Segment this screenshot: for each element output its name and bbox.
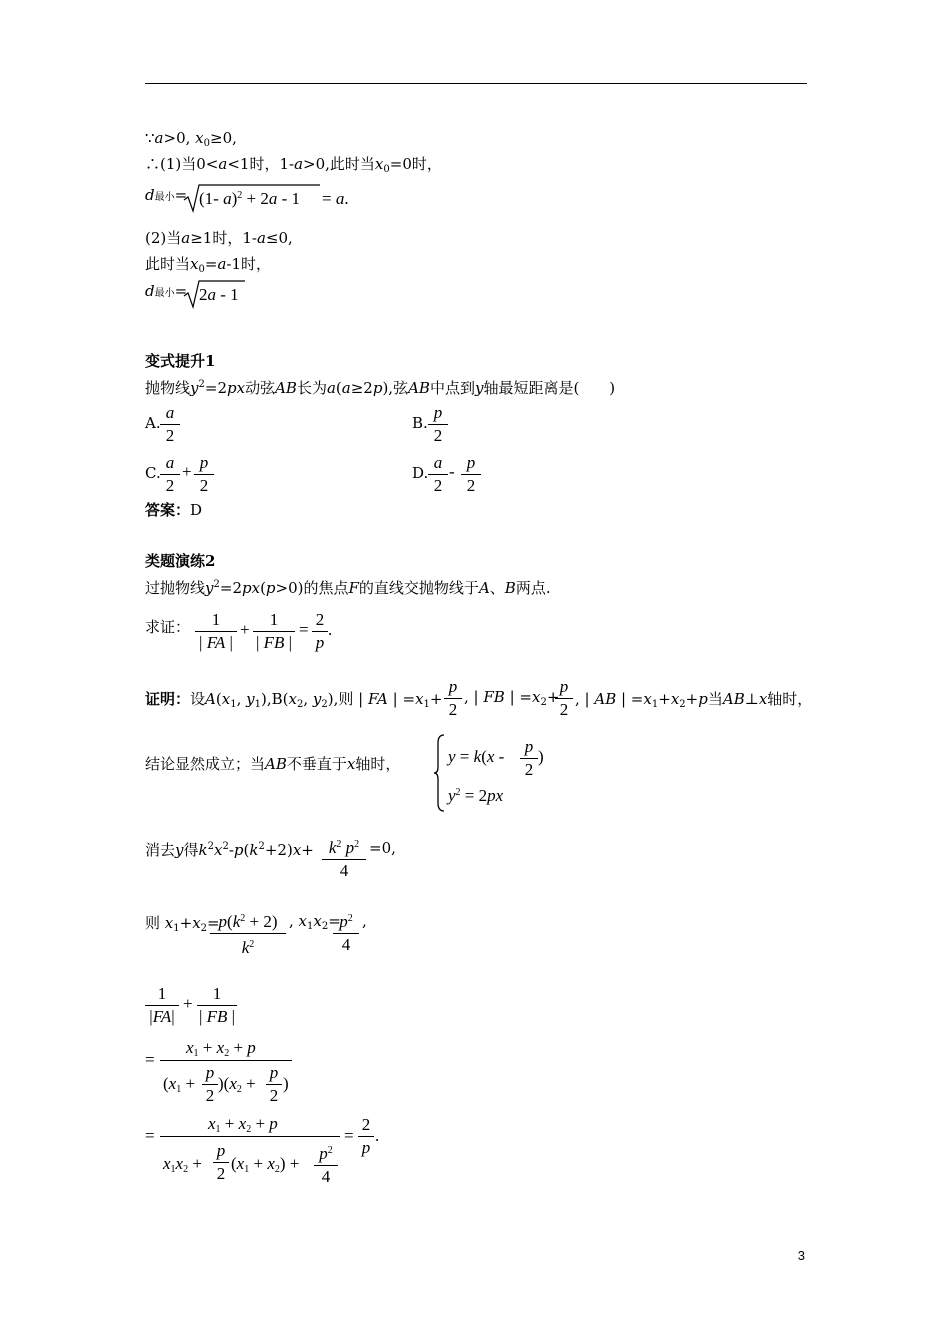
step2-result-frac: 2 p <box>358 1114 374 1159</box>
system-eq-1: y = k(x - <box>448 747 505 766</box>
step1-den-frac-2: p 2 <box>266 1062 282 1107</box>
step2-result-equals: = <box>344 1126 354 1145</box>
then-frac-sum: $p(k^2 + 2)$ $k^2$ <box>210 908 286 959</box>
line-case1: ∴(1)当0<a<1时，1-a>0,此时当$x_0=0$时， <box>145 155 442 175</box>
section-title-1: 变式提升1 <box>145 352 216 370</box>
step2-num: $x_1 + x_2 + p$ <box>208 1114 278 1135</box>
then-end: , <box>362 912 367 930</box>
system-eq-2: $y^2 = 2px$ <box>448 786 504 805</box>
step1-equals: = <box>145 1050 155 1069</box>
line-case2: (2)当a≥1时，1-a≤0, <box>145 229 293 247</box>
step2-equals: = <box>145 1126 155 1145</box>
step2-den-b: $(x_1 + x_2)$ + <box>231 1154 300 1175</box>
final-frac-fb: 1 | FB | <box>198 984 236 1026</box>
prove-frac-2p: 2 p <box>312 609 328 654</box>
eliminate-frac: $k^2$ $p^2$ 4 <box>322 834 366 882</box>
step1-den-b: )($x_2$ + <box>218 1074 256 1095</box>
option-d-minus: - <box>449 462 455 481</box>
option-d-frac-a: a 2 <box>428 452 448 497</box>
line-case2-when: 此时当$x_0=a-1$时， <box>145 255 272 275</box>
option-d-label: D. <box>412 464 429 482</box>
prove-frac-fb: 1 | FB | <box>253 609 295 654</box>
proof-frac-p-1: p 2 <box>444 676 462 721</box>
step1-num: $x_1 + x_2 + p$ <box>186 1038 256 1059</box>
line-given: ∵a>0, $x_0\ge 0$, <box>145 129 237 149</box>
question-1: 抛物线$y^2=2px$动弦AB长为a(a≥2p),弦AB中点到y轴最短距离是( ) <box>145 379 616 397</box>
step2-den-a: $x_1x_2$ + <box>163 1154 202 1175</box>
then-line: 则 $x_1+x_2=$ <box>145 914 220 934</box>
page-number: 3 <box>797 1248 805 1263</box>
final-frac-fa: 1 |FA| <box>145 983 179 1028</box>
conclusion-line: 结论显然成立；当AB不垂直于x轴时， <box>145 755 401 773</box>
option-c-label: C. <box>145 464 161 482</box>
option-c-frac-a: a 2 <box>160 452 180 497</box>
d-min-label-2: d最小= <box>145 282 188 300</box>
step2-den-frac-2: $p^2$ 4 <box>314 1140 338 1188</box>
eliminate-end: =0, <box>369 839 396 857</box>
option-c-frac-p: p 2 <box>194 452 214 497</box>
question-2: 过抛物线$y^2=2px(p>0)$的焦点F的直线交抛物线于A、B两点. <box>145 579 551 597</box>
step2-den-frac-1: p 2 <box>213 1140 229 1185</box>
prove-plus: + <box>240 620 250 639</box>
proof-line-ab: , | AB | $=x_1+x_2+p$当AB⊥x轴时， <box>575 690 813 710</box>
then-mid: , $x_1x_2=$ <box>289 912 341 932</box>
option-d-frac-p: p 2 <box>461 452 481 497</box>
header-rule <box>145 83 807 84</box>
prove-frac-fa: 1 | FA | <box>195 609 237 654</box>
system-brace <box>432 733 446 813</box>
step1-bar <box>160 1060 292 1061</box>
step2-period: . <box>375 1126 380 1145</box>
d-min-result-1: = a. <box>322 189 349 208</box>
final-plus: + <box>183 994 193 1013</box>
option-c-plus: + <box>182 462 192 481</box>
proof-line-fb: , | FB | $=x_2+$ <box>464 688 560 708</box>
system-frac-p: p 2 <box>520 736 538 781</box>
then-frac-prod: $p^2$ 4 <box>333 908 359 956</box>
option-a-frac: a 2 <box>160 402 180 447</box>
section-title-2: 类题演练2 <box>145 552 216 570</box>
prove-period: . <box>328 620 333 639</box>
step1-den-a: ($x_1$ + <box>163 1074 196 1095</box>
proof-frac-p-2: p 2 <box>555 676 573 721</box>
option-b-frac: p 2 <box>428 402 448 447</box>
proof-line: 证明：设$A(x_1$, $y_1),B(x_2$, $y_2$),则 | FA | $=x_1+$ <box>145 690 443 710</box>
option-a-label: A. <box>145 414 161 432</box>
d-min-expr-1: (1- a)$^2$ + 2a - 1 <box>199 189 301 208</box>
system-eq-1-close: ) <box>538 747 544 766</box>
prove-label: 求证： <box>145 618 191 636</box>
step2-bar <box>160 1136 340 1137</box>
step1-den-c: ) <box>283 1074 289 1093</box>
eliminate-line: 消去y得$k^2x^2-p(k^2+2)x+$ <box>145 841 314 859</box>
answer-line: 答案：D <box>145 501 203 519</box>
d-min-label-1: d最小= <box>145 186 188 204</box>
prove-equals: = <box>299 620 309 639</box>
step1-den-frac-1: p 2 <box>202 1062 218 1107</box>
d-min-expr-2: 2a - 1 <box>199 285 239 304</box>
option-b-label: B. <box>412 414 428 432</box>
